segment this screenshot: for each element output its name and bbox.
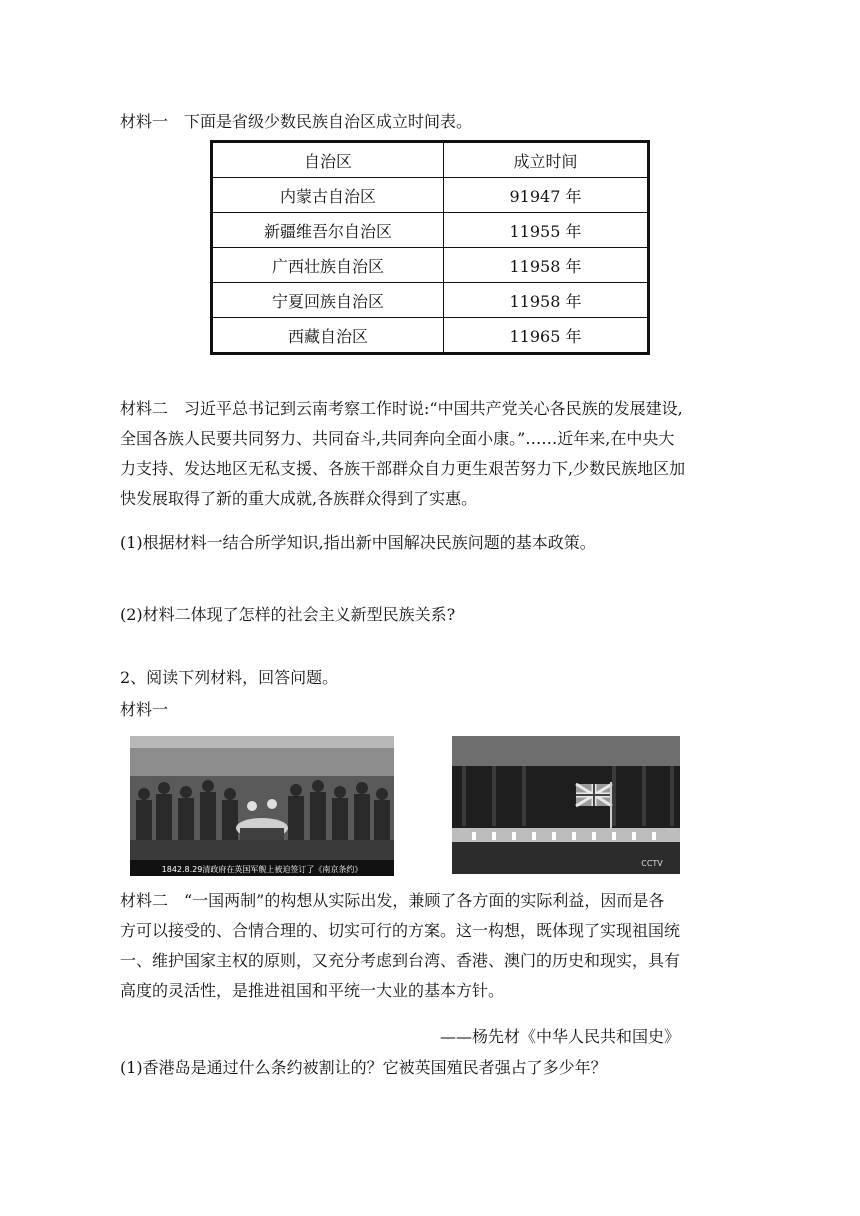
- treaty-signing-photo: [130, 736, 394, 876]
- section2-title: 2、阅读下列材料，回答问题。: [120, 668, 339, 687]
- photo2-watermark: CCTV: [641, 859, 663, 868]
- table-header-cell: 成立时间: [444, 142, 649, 178]
- citation: ——杨先材《中华人民共和国史》: [440, 1027, 681, 1046]
- section2-material1-label: 材料一: [120, 700, 169, 719]
- paragraph-line: 快发展取得了新的重大成就,各族群众得到了实惠。: [120, 489, 478, 508]
- treaty-signing-image: [130, 736, 394, 876]
- paragraph-line: 力支持、发达地区无私支援、各族干部群众自力更生艰苦努力下,少数民族地区加: [120, 459, 686, 478]
- table-cell-region: 宁夏回族自治区: [212, 283, 444, 318]
- table-header-row: [212, 142, 649, 178]
- table-row: [212, 213, 649, 248]
- paragraph-line: 材料二 “一国两制”的构想从实际出发，兼顾了各方面的实际利益，因而是各: [120, 891, 665, 910]
- question-2: (2)材料二体现了怎样的社会主义新型民族关系?: [120, 605, 456, 624]
- paragraph-line: 高度的灵活性，是推进祖国和平统一大业的基本方针。: [120, 981, 505, 1000]
- table-cell-year: 11965 年: [444, 318, 649, 354]
- table-cell-region: 内蒙古自治区: [212, 178, 444, 213]
- table-row: [212, 178, 649, 213]
- table-row: [212, 248, 649, 283]
- table-cell-year: 91947 年: [444, 178, 649, 213]
- section2-material2-paragraph: [120, 886, 730, 1006]
- table-cell-year: 11955 年: [444, 213, 649, 248]
- photo1-caption: 1842.8.29清政府在英国军舰上被迫签订了《南京条约》: [161, 865, 363, 874]
- question-1: (1)根据材料一结合所学知识,指出新中国解决民族问题的基本政策。: [120, 533, 596, 552]
- table-cell-year: 11958 年: [444, 248, 649, 283]
- paragraph-line: 材料二 习近平总书记到云南考察工作时说:“中国共产党关心各民族的发展建设,: [120, 399, 683, 418]
- material2-paragraph: [120, 394, 730, 514]
- paragraph-line: 方可以接受的、合情合理的、切实可行的方案。这一构想，既体现了实现祖国统: [120, 921, 681, 940]
- handover-ceremony-image: [452, 736, 680, 874]
- table-cell-year: 11958 年: [444, 283, 649, 318]
- table-cell-region: 西藏自治区: [212, 318, 444, 354]
- autonomous-region-table: [210, 140, 650, 355]
- table-row: [212, 318, 649, 354]
- handover-ceremony-photo: [452, 736, 680, 874]
- section2-question-1: (1)香港岛是通过什么条约被割让的？它被英国殖民者强占了多少年？: [120, 1058, 607, 1077]
- table-cell-region: 新疆维吾尔自治区: [212, 213, 444, 248]
- table-row: [212, 283, 649, 318]
- material1-intro: 材料一 下面是省级少数民族自治区成立时间表。: [120, 112, 473, 131]
- table-header-cell: 自治区: [212, 142, 444, 178]
- table-cell-region: 广西壮族自治区: [212, 248, 444, 283]
- paragraph-line: 一、维护国家主权的原则，又充分考虑到台湾、香港、澳门的历史和现实，具有: [120, 951, 681, 970]
- paragraph-line: 全国各族人民要共同努力、共同奋斗,共同奔向全面小康。”……近年来,在中央大: [120, 429, 675, 448]
